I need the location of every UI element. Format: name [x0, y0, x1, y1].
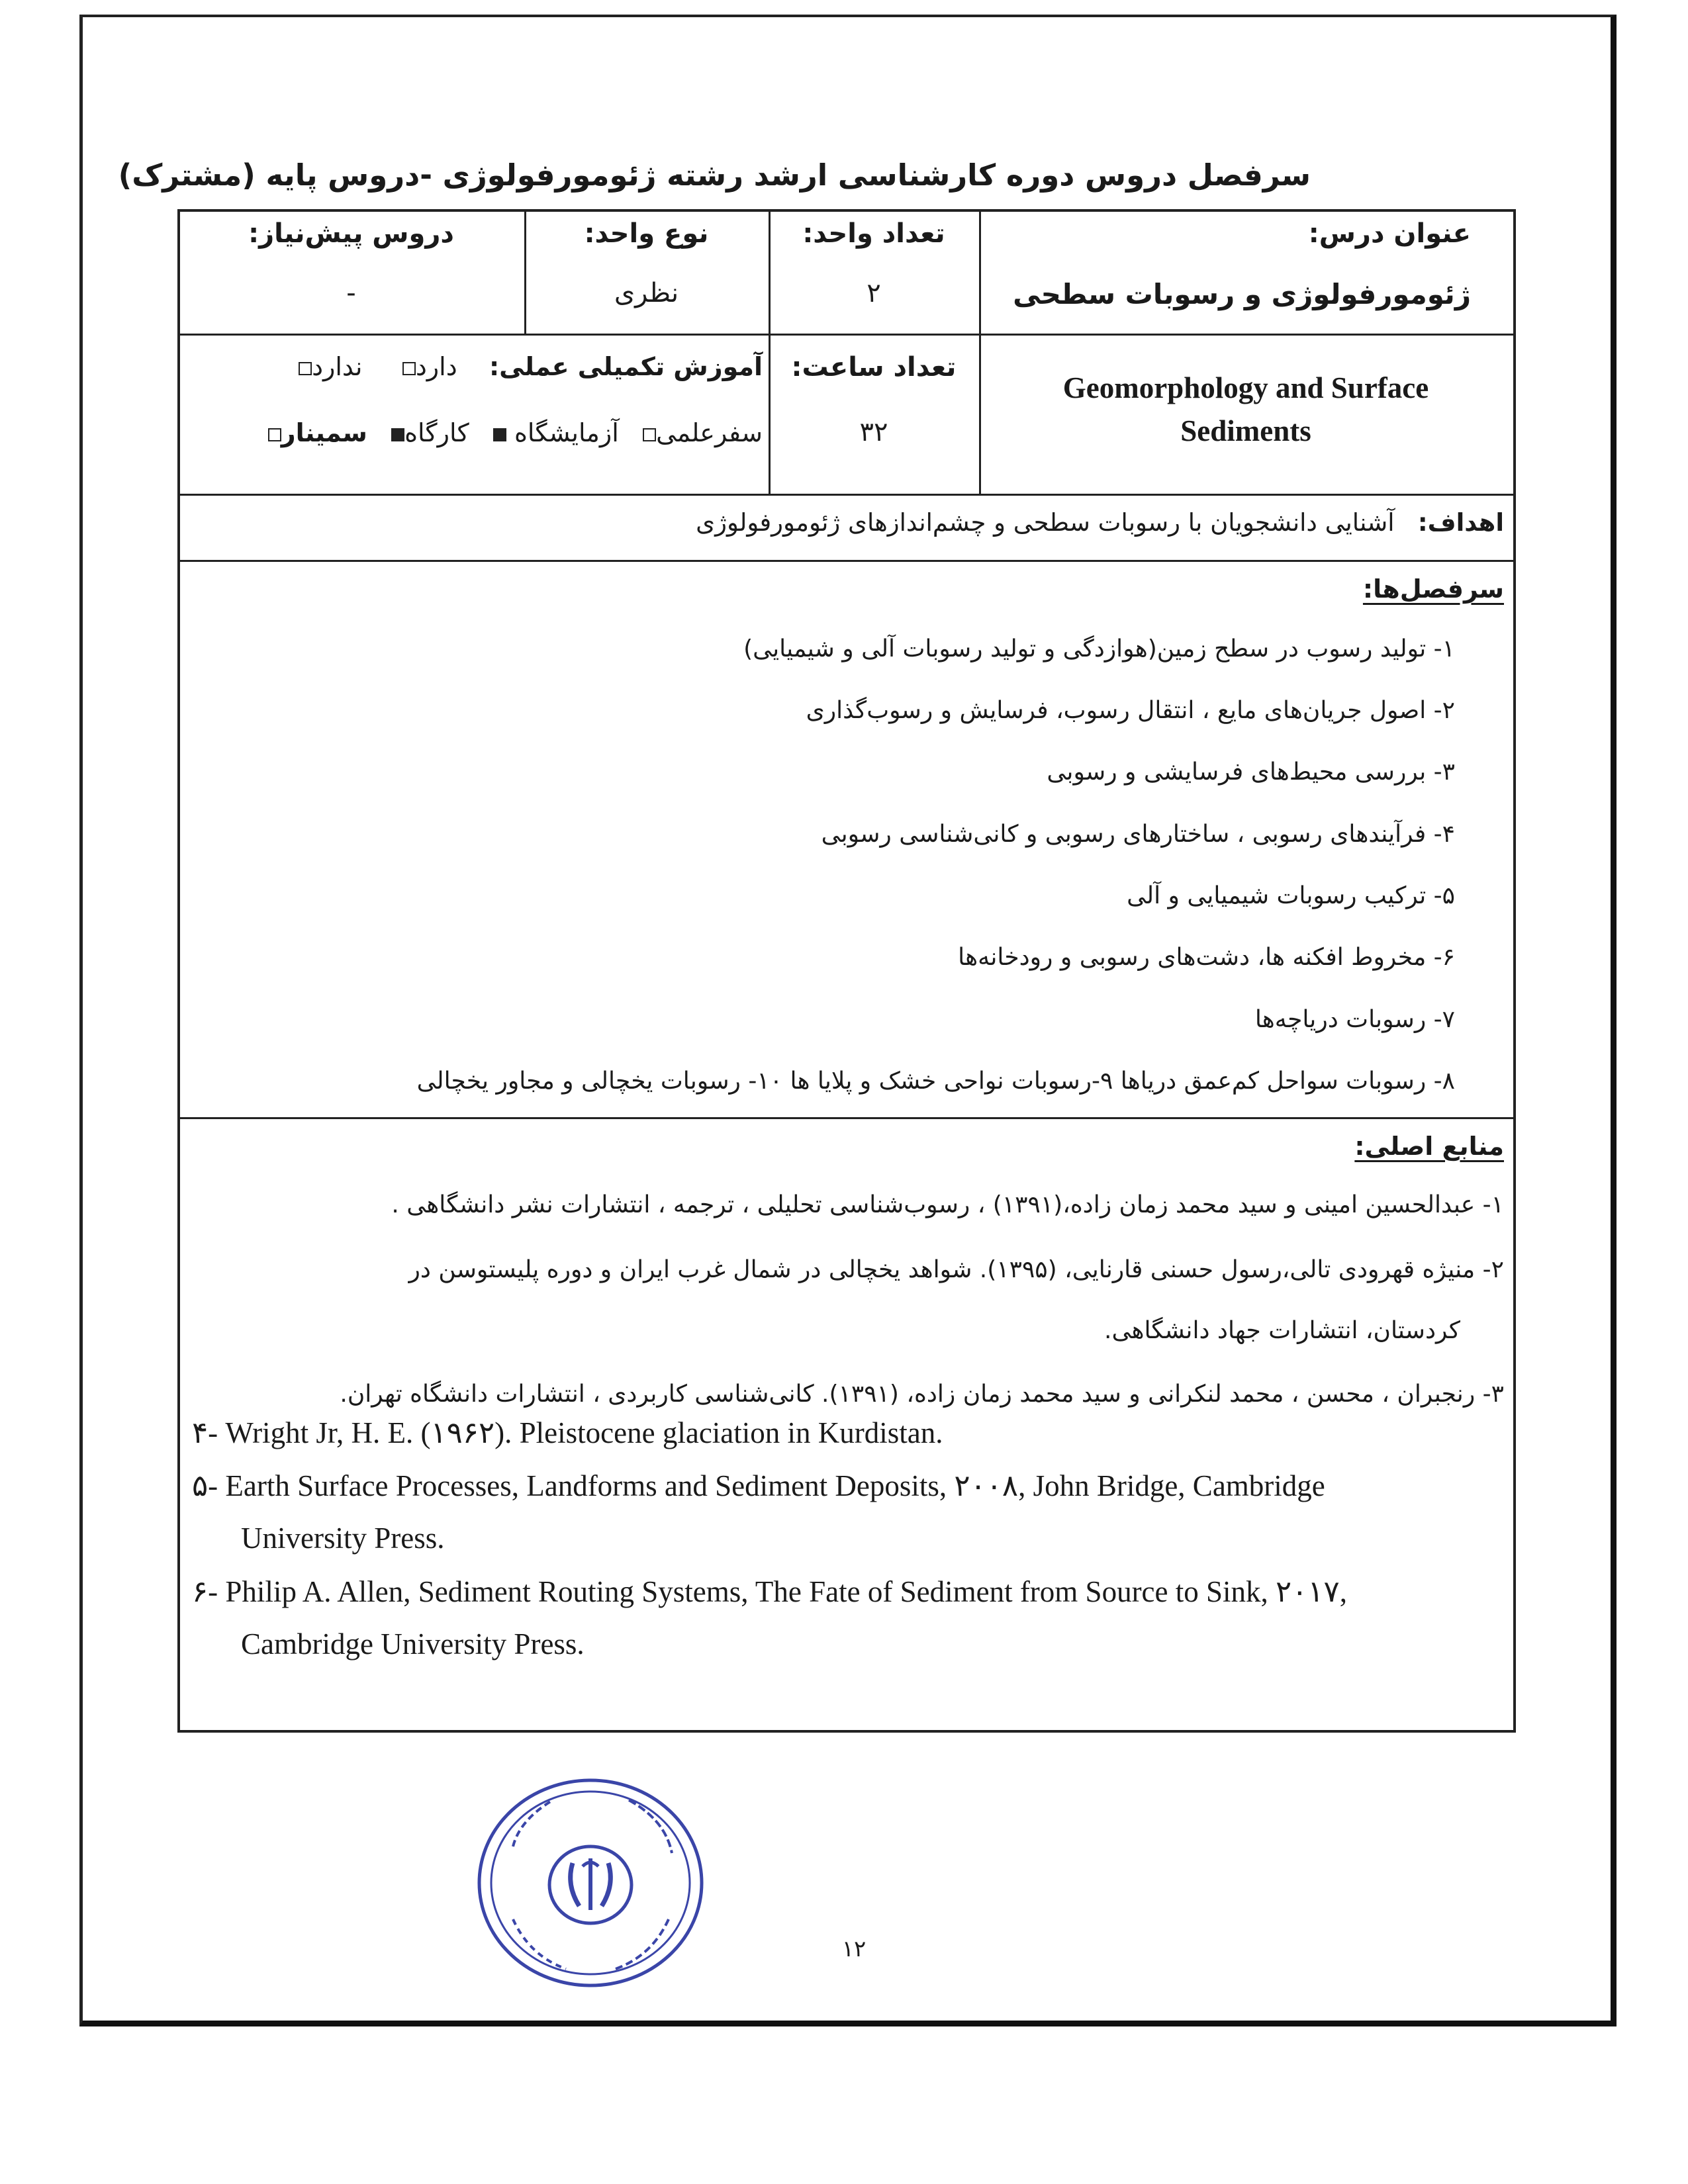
reference-en-6: ۶- Philip A. Allen, Sediment Routing Systems, The Fate of Sediment from Source to Sink, ۲۰۱۷, [192, 1575, 1347, 1608]
hours-value: ۳۲ [859, 417, 888, 447]
table-rule-4 [180, 1117, 1513, 1119]
has-checkbox[interactable] [402, 362, 416, 375]
reference-en-5-cont: University Press. [241, 1522, 445, 1555]
iran-emblem-seal-icon [473, 1774, 708, 1992]
seminar-label: سمینار [281, 418, 367, 447]
has-not-checkbox[interactable] [299, 362, 312, 375]
objectives-row [696, 508, 1504, 537]
topic-item-1: ۱- تولید رسوب در سطح زمین(هوازدگی و تولید رسوبات آلی و شیمیایی) [743, 635, 1455, 662]
seminar-checkbox[interactable] [268, 428, 281, 441]
topic-item-5: ۵- ترکیب رسوبات شیمیایی و آلی [1127, 882, 1455, 909]
unit-type-value: نظری [614, 278, 679, 308]
reference-fa-2: ۲- منیژه قهرودی تالی،رسول حسنی قارنایی، (۱۳۹۵). شواهد یخچالی در شمال غرب ایران و دوره پلیستوسن در [408, 1256, 1504, 1283]
english-title-line2: Sediments [1180, 414, 1311, 447]
table-rule-1 [180, 334, 1513, 336]
table-rule-3 [180, 560, 1513, 562]
course-title: ژئومورفولوژی و رسوبات سطحی [1013, 278, 1471, 310]
topic-item-8: ۸- رسوبات سواحل کم‌عمق دریاها ۹-رسوبات نواحی خشک و پلایا ها ۱۰- رسوبات یخچالی و مجاور یخچالی [416, 1068, 1455, 1095]
course-table [177, 209, 1516, 1733]
workshop-checkbox[interactable] [391, 428, 404, 441]
table-rule-2 [180, 494, 1513, 496]
objectives-text: آشنایی دانشجویان با رسوبات سطحی و چشم‌اندازهای ژئومورفولوژی [696, 508, 1395, 537]
prerequisites-value: - [346, 278, 356, 308]
english-title-line1: Geomorphology and Surface [1062, 371, 1429, 404]
reference-fa-2-cont: کردستان، انتشارات جهاد دانشگاهی. [1104, 1317, 1460, 1344]
topic-item-2: ۲- اصول جریان‌های مایع ، انتقال رسوب، فرسایش و رسوب‌گذاری [806, 697, 1455, 724]
reference-en-6-cont: Cambridge University Press. [241, 1627, 585, 1661]
practical-type-row [220, 418, 763, 447]
workshop-label: کارگاه [404, 418, 469, 447]
topic-item-7: ۷- رسوبات دریاچه‌ها [1254, 1006, 1455, 1033]
unit-type-label: نوع واحد: [584, 218, 709, 249]
practical-training-row [220, 352, 763, 381]
topic-item-3: ۳- بررسی محیط‌های فرسایشی و رسوبی [1047, 758, 1455, 786]
objectives-label: اهداف: [1417, 508, 1504, 537]
reference-en-5: ۵- Earth Surface Processes, Landforms and Sediment Deposits, ۲۰۰۸, John Bridge, Cambridge [192, 1469, 1325, 1502]
table-col-rule-3 [979, 212, 981, 494]
lab-label: آزمایشگاه [514, 418, 619, 447]
lab-checkbox[interactable] [493, 428, 506, 441]
page-number: ۱۲ [841, 1936, 867, 1962]
field-trip-checkbox[interactable] [643, 428, 656, 441]
document-title: سرفصل دروس دوره کارشناسی ارشد رشته ژئومورفولوژی -دروس پایه (مشترک) [118, 158, 1311, 193]
has-label: دارد [415, 352, 457, 381]
units-label: تعداد واحد: [802, 218, 945, 249]
field-trip-label: سفرعلمی [656, 418, 763, 447]
practical-label: آموزش تکمیلی عملی: [489, 352, 763, 381]
units-value: ۲ [867, 278, 881, 308]
reference-fa-1: ۱- عبدالحسین امینی و سید محمد زمان زاده،(۱۳۹۱) ، رسوب‌شناسی تحلیلی ، ترجمه ، انتشارات نشر دانشگاهی . [391, 1191, 1504, 1218]
topic-item-6: ۶- مخروط افکنه ها، دشت‌های رسوبی و رودخانه‌ها [958, 944, 1455, 971]
topics-heading: سرفصل‌ها: [1362, 574, 1504, 604]
reference-en-4: ۴- Wright Jr, H. E. (۱۹۶۲). Pleistocene glaciation in Kurdistan. [192, 1416, 943, 1449]
hours-label: تعداد ساعت: [791, 352, 957, 383]
references-heading: منابع اصلی: [1354, 1132, 1504, 1161]
topic-item-4: ۴- فرآیندهای رسوبی ، ساختارهای رسوبی و کانی‌شناسی رسوبی [821, 821, 1455, 848]
has-not-label: ندارد [312, 352, 363, 381]
prerequisites-label: دروس پیش‌نیاز: [248, 218, 454, 249]
course-title-label: عنوان درس: [1308, 218, 1471, 249]
reference-fa-3: ۳- رنجبران ، محسن ، محمد لنکرانی و سید محمد زمان زاده، (۱۳۹۱). کانی‌شناسی کاربردی ، انتشارات دانشگاه تهران. [340, 1381, 1504, 1408]
